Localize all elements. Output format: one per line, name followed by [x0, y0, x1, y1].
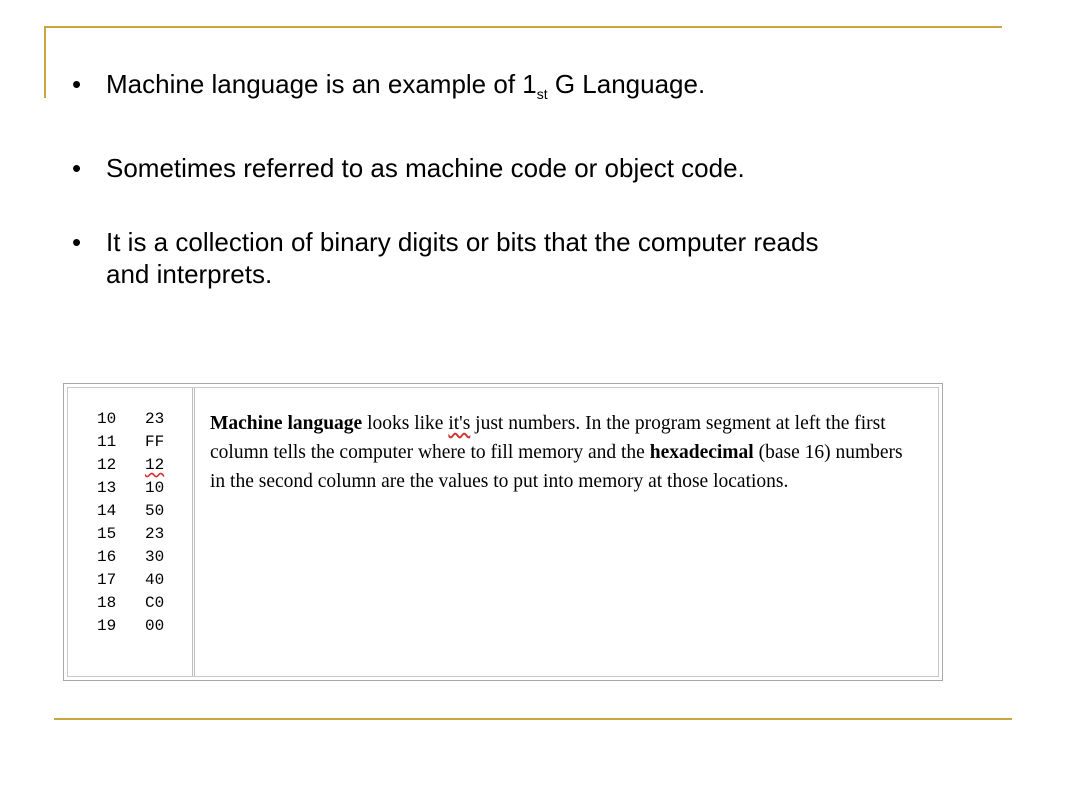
code-value: FF [145, 433, 165, 451]
code-value: 40 [145, 571, 165, 589]
code-address: 16 [97, 548, 117, 566]
code-address: 12 [97, 456, 117, 474]
code-address: 11 [97, 433, 117, 451]
left-rule [44, 26, 46, 98]
bullet-text-line1: It is a collection of binary digits or bits that the computer reads [106, 227, 819, 258]
bullet-item [72, 68, 1012, 110]
bullet-text-line2: and interprets. [106, 259, 273, 290]
bullet-dot: • [72, 153, 82, 184]
code-row [97, 592, 164, 615]
bullet-text: Machine language is an example of 1 [106, 69, 537, 99]
bullet-dot: • [72, 69, 82, 99]
code-row [97, 477, 164, 500]
description-part: just numbers. In the program segment at left the first column tells the computer where to fill memory and the [210, 413, 886, 463]
term-hexadecimal: hexadecimal [649, 442, 754, 463]
code-row [97, 523, 164, 546]
ordinal-suffix: st [536, 86, 548, 103]
code-address: 19 [97, 617, 117, 635]
code-row [97, 546, 164, 569]
bullet-list [72, 68, 1012, 332]
description-part: (base 16) numbers in the second column are the values to put into memory at those locations. [210, 442, 903, 492]
top-rule [44, 26, 1002, 28]
code-value: 30 [145, 548, 165, 566]
spellcheck-word: it's [448, 413, 471, 434]
code-address: 18 [97, 594, 117, 612]
bullet-dot: • [72, 227, 82, 258]
code-value: 23 [145, 410, 165, 428]
code-address: 15 [97, 525, 117, 543]
description-part: looks like [362, 413, 449, 434]
code-row [97, 431, 164, 454]
bullet-item [72, 152, 1012, 184]
code-address: 17 [97, 571, 117, 589]
bullet-text-end: G Language. [547, 69, 706, 99]
code-listing [68, 388, 195, 676]
code-value: 23 [145, 525, 165, 543]
term-machine-language: Machine language [210, 413, 363, 434]
code-address: 13 [97, 479, 117, 497]
bullet-text: Sometimes referred to as machine code or object code. [106, 153, 745, 184]
code-address: 14 [97, 502, 117, 520]
code-address: 10 [97, 410, 117, 428]
code-value: 00 [145, 617, 165, 635]
figure-frame [67, 387, 939, 677]
code-value: C0 [145, 594, 165, 612]
code-value: 10 [145, 479, 165, 497]
code-row [97, 408, 164, 431]
code-value: 12 [145, 456, 165, 474]
code-row [97, 615, 164, 638]
code-row [97, 454, 164, 477]
bullet-item [72, 226, 1012, 290]
code-row [97, 569, 164, 592]
machine-code-figure [63, 383, 943, 681]
code-value: 50 [145, 502, 165, 520]
code-row [97, 500, 164, 523]
description-text [210, 409, 922, 496]
bottom-rule [54, 718, 1012, 720]
